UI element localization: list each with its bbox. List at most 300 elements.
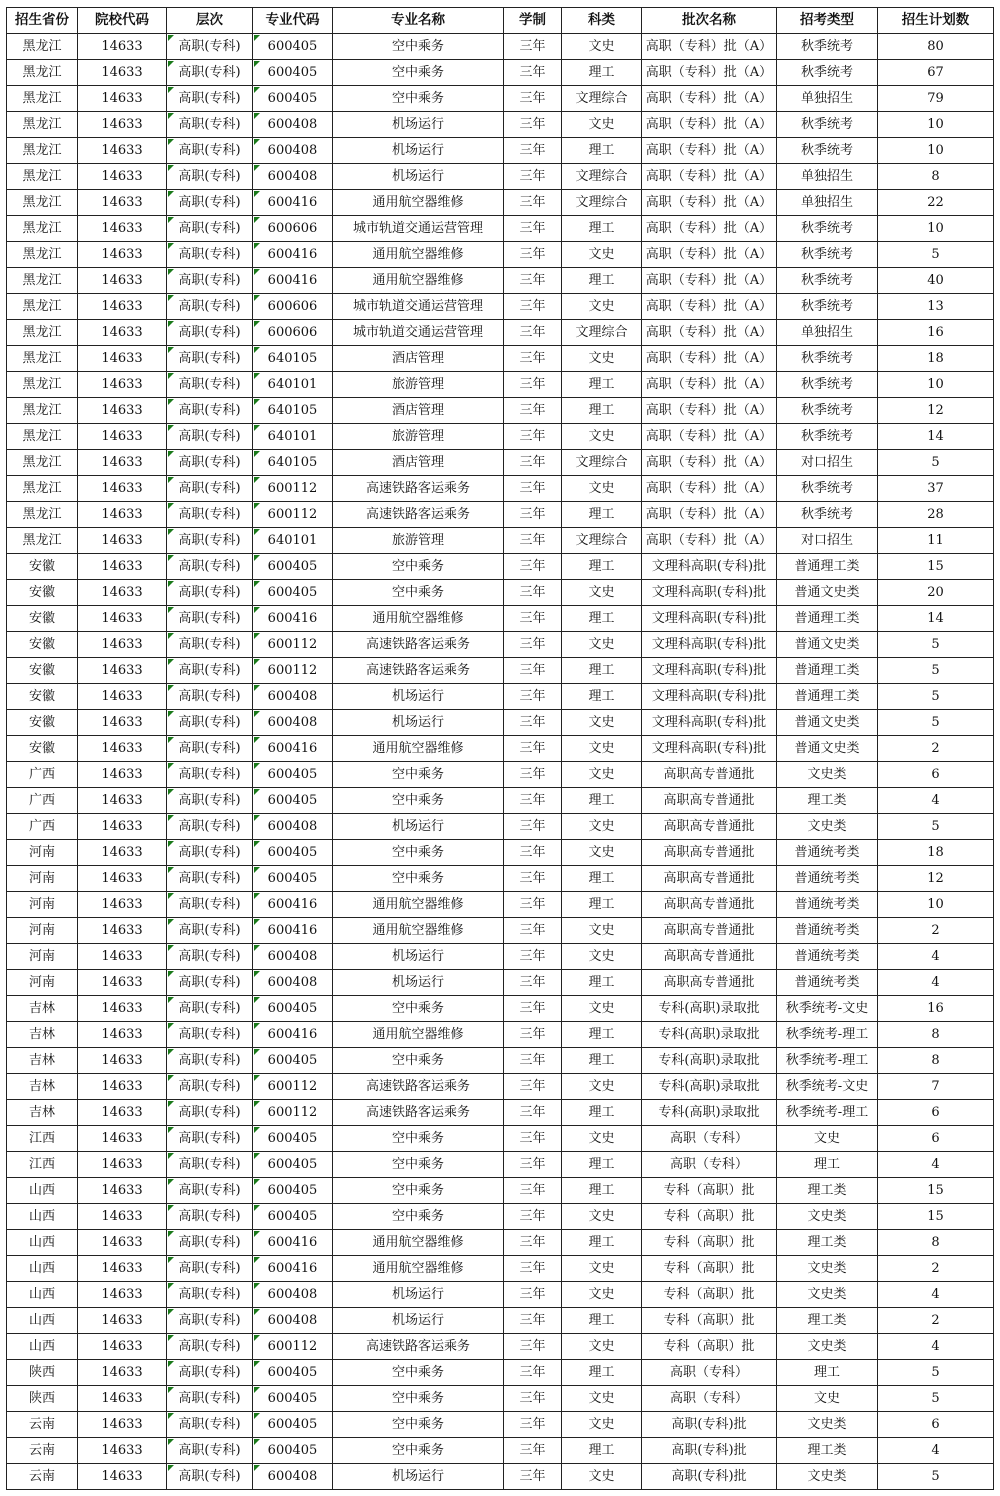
- cell-province: 黑龙江: [7, 268, 78, 294]
- cell-province: 黑龙江: [7, 216, 78, 242]
- cell-plan-count: 4: [878, 1334, 994, 1360]
- cell-major-code: 600405: [253, 1048, 333, 1074]
- cell-duration: 三年: [504, 476, 562, 502]
- cell-major-name: 空中乘务: [333, 840, 504, 866]
- cell-batch-name: 专科（高职）批: [642, 1334, 777, 1360]
- table-row: [7, 112, 994, 138]
- table-row: [7, 450, 994, 476]
- cell-major-code: 600405: [253, 86, 333, 112]
- cell-subject-type: 文史: [562, 762, 642, 788]
- cell-plan-count: 12: [878, 866, 994, 892]
- cell-major-code: 600405: [253, 60, 333, 86]
- cell-plan-count: 16: [878, 320, 994, 346]
- cell-major-name: 空中乘务: [333, 1360, 504, 1386]
- cell-province: 安徽: [7, 684, 78, 710]
- cell-major-code: 600405: [253, 580, 333, 606]
- cell-admission-type: 理工类: [777, 1438, 878, 1464]
- cell-subject-type: 文史: [562, 476, 642, 502]
- cell-plan-count: 5: [878, 1464, 994, 1490]
- table-row: [7, 892, 994, 918]
- cell-duration: 三年: [504, 554, 562, 580]
- cell-admission-type: 秋季统考-理工: [777, 1100, 878, 1126]
- cell-batch-name: 高职（专科）: [642, 1152, 777, 1178]
- cell-subject-type: 文史: [562, 1256, 642, 1282]
- column-header-duration: 学制: [504, 8, 562, 34]
- cell-duration: 三年: [504, 1178, 562, 1204]
- cell-level: 高职(专科): [167, 216, 253, 242]
- cell-subject-type: 理工: [562, 372, 642, 398]
- cell-admission-type: 秋季统考: [777, 398, 878, 424]
- table-row: [7, 1074, 994, 1100]
- cell-subject-type: 文理综合: [562, 320, 642, 346]
- cell-subject-type: 文史: [562, 996, 642, 1022]
- cell-subject-type: 文史: [562, 1386, 642, 1412]
- cell-batch-name: 高职（专科）批（A）: [642, 164, 777, 190]
- cell-admission-type: 普通文史类: [777, 632, 878, 658]
- cell-duration: 三年: [504, 112, 562, 138]
- cell-batch-name: 专科（高职）批: [642, 1204, 777, 1230]
- cell-major-name: 空中乘务: [333, 60, 504, 86]
- cell-admission-type: 普通统考类: [777, 944, 878, 970]
- cell-plan-count: 15: [878, 554, 994, 580]
- cell-admission-type: 秋季统考: [777, 268, 878, 294]
- cell-plan-count: 14: [878, 424, 994, 450]
- cell-major-name: 高速铁路客运乘务: [333, 632, 504, 658]
- cell-admission-type: 秋季统考: [777, 112, 878, 138]
- cell-subject-type: 文史: [562, 294, 642, 320]
- cell-duration: 三年: [504, 242, 562, 268]
- cell-batch-name: 高职高专普通批: [642, 866, 777, 892]
- cell-major-code: 600416: [253, 268, 333, 294]
- cell-subject-type: 文史: [562, 840, 642, 866]
- cell-plan-count: 80: [878, 34, 994, 60]
- cell-subject-type: 理工: [562, 216, 642, 242]
- cell-province: 黑龙江: [7, 346, 78, 372]
- cell-admission-type: 普通统考类: [777, 970, 878, 996]
- cell-major-name: 空中乘务: [333, 866, 504, 892]
- cell-level: 高职(专科): [167, 1074, 253, 1100]
- cell-major-code: 600405: [253, 1178, 333, 1204]
- cell-subject-type: 文史: [562, 1204, 642, 1230]
- table-row: [7, 1204, 994, 1230]
- cell-subject-type: 理工: [562, 1308, 642, 1334]
- table-body: [7, 34, 994, 1490]
- cell-school-code: 14633: [78, 112, 167, 138]
- cell-major-name: 高速铁路客运乘务: [333, 502, 504, 528]
- cell-major-code: 600405: [253, 866, 333, 892]
- cell-level: 高职(专科): [167, 762, 253, 788]
- table-row: [7, 502, 994, 528]
- cell-level: 高职(专科): [167, 60, 253, 86]
- cell-subject-type: 文史: [562, 242, 642, 268]
- cell-duration: 三年: [504, 684, 562, 710]
- cell-major-name: 空中乘务: [333, 1412, 504, 1438]
- cell-level: 高职(专科): [167, 476, 253, 502]
- cell-major-code: 600405: [253, 1412, 333, 1438]
- cell-plan-count: 6: [878, 1412, 994, 1438]
- cell-admission-type: 对口招生: [777, 528, 878, 554]
- cell-batch-name: 高职(专科)批: [642, 1412, 777, 1438]
- table-row: [7, 606, 994, 632]
- table-row: [7, 60, 994, 86]
- cell-subject-type: 文史: [562, 34, 642, 60]
- cell-level: 高职(专科): [167, 970, 253, 996]
- cell-major-code: 640101: [253, 528, 333, 554]
- cell-batch-name: 高职高专普通批: [642, 918, 777, 944]
- cell-level: 高职(专科): [167, 268, 253, 294]
- cell-level: 高职(专科): [167, 398, 253, 424]
- cell-province: 河南: [7, 970, 78, 996]
- cell-major-name: 高速铁路客运乘务: [333, 658, 504, 684]
- cell-major-name: 机场运行: [333, 1308, 504, 1334]
- cell-level: 高职(专科): [167, 294, 253, 320]
- cell-level: 高职(专科): [167, 502, 253, 528]
- cell-duration: 三年: [504, 1022, 562, 1048]
- cell-admission-type: 文史类: [777, 1464, 878, 1490]
- cell-major-name: 空中乘务: [333, 580, 504, 606]
- cell-batch-name: 高职（专科）批（A）: [642, 112, 777, 138]
- cell-subject-type: 文史: [562, 346, 642, 372]
- cell-plan-count: 5: [878, 1360, 994, 1386]
- cell-major-name: 空中乘务: [333, 1438, 504, 1464]
- table-row: [7, 1048, 994, 1074]
- cell-province: 山西: [7, 1334, 78, 1360]
- cell-admission-type: 秋季统考: [777, 138, 878, 164]
- cell-duration: 三年: [504, 1282, 562, 1308]
- cell-level: 高职(专科): [167, 684, 253, 710]
- cell-duration: 三年: [504, 1386, 562, 1412]
- cell-province: 黑龙江: [7, 190, 78, 216]
- cell-subject-type: 文史: [562, 814, 642, 840]
- cell-batch-name: 专科(高职)录取批: [642, 1022, 777, 1048]
- cell-level: 高职(专科): [167, 86, 253, 112]
- cell-duration: 三年: [504, 658, 562, 684]
- cell-major-name: 酒店管理: [333, 346, 504, 372]
- cell-subject-type: 理工: [562, 970, 642, 996]
- cell-subject-type: 文史: [562, 944, 642, 970]
- cell-major-code: 600416: [253, 1022, 333, 1048]
- cell-school-code: 14633: [78, 1126, 167, 1152]
- table-row: [7, 242, 994, 268]
- cell-duration: 三年: [504, 502, 562, 528]
- table-row: [7, 1438, 994, 1464]
- table-row: [7, 788, 994, 814]
- cell-school-code: 14633: [78, 1438, 167, 1464]
- cell-admission-type: 文史类: [777, 1256, 878, 1282]
- cell-batch-name: 专科(高职)录取批: [642, 1074, 777, 1100]
- table-row: [7, 1230, 994, 1256]
- cell-batch-name: 高职（专科）批（A）: [642, 138, 777, 164]
- cell-level: 高职(专科): [167, 580, 253, 606]
- cell-batch-name: 高职（专科）批（A）: [642, 320, 777, 346]
- cell-level: 高职(专科): [167, 1178, 253, 1204]
- cell-province: 黑龙江: [7, 398, 78, 424]
- cell-duration: 三年: [504, 528, 562, 554]
- cell-school-code: 14633: [78, 1282, 167, 1308]
- cell-major-name: 空中乘务: [333, 1204, 504, 1230]
- cell-duration: 三年: [504, 1100, 562, 1126]
- cell-level: 高职(专科): [167, 710, 253, 736]
- cell-batch-name: 高职(专科)批: [642, 1438, 777, 1464]
- cell-major-code: 600416: [253, 606, 333, 632]
- cell-province: 黑龙江: [7, 164, 78, 190]
- cell-plan-count: 2: [878, 1308, 994, 1334]
- cell-admission-type: 普通统考类: [777, 892, 878, 918]
- cell-province: 黑龙江: [7, 372, 78, 398]
- cell-admission-type: 普通理工类: [777, 554, 878, 580]
- cell-duration: 三年: [504, 1230, 562, 1256]
- cell-province: 安徽: [7, 632, 78, 658]
- column-header-subject-type: 科类: [562, 8, 642, 34]
- cell-plan-count: 4: [878, 1152, 994, 1178]
- cell-school-code: 14633: [78, 762, 167, 788]
- cell-duration: 三年: [504, 60, 562, 86]
- cell-province: 黑龙江: [7, 138, 78, 164]
- cell-plan-count: 5: [878, 710, 994, 736]
- cell-school-code: 14633: [78, 86, 167, 112]
- cell-level: 高职(专科): [167, 788, 253, 814]
- cell-school-code: 14633: [78, 164, 167, 190]
- cell-subject-type: 文史: [562, 112, 642, 138]
- table-row: [7, 1334, 994, 1360]
- cell-province: 云南: [7, 1412, 78, 1438]
- cell-major-code: 600606: [253, 294, 333, 320]
- cell-admission-type: 理工类: [777, 1178, 878, 1204]
- cell-major-name: 城市轨道交通运营管理: [333, 216, 504, 242]
- cell-duration: 三年: [504, 1152, 562, 1178]
- cell-major-name: 机场运行: [333, 944, 504, 970]
- cell-admission-type: 秋季统考: [777, 502, 878, 528]
- cell-admission-type: 秋季统考: [777, 424, 878, 450]
- cell-duration: 三年: [504, 866, 562, 892]
- cell-major-name: 高速铁路客运乘务: [333, 1334, 504, 1360]
- table-row: [7, 34, 994, 60]
- table-row: [7, 1412, 994, 1438]
- cell-admission-type: 秋季统考-文史: [777, 996, 878, 1022]
- cell-major-code: 600405: [253, 1360, 333, 1386]
- cell-plan-count: 10: [878, 372, 994, 398]
- cell-major-name: 高速铁路客运乘务: [333, 476, 504, 502]
- cell-school-code: 14633: [78, 424, 167, 450]
- cell-major-code: 600408: [253, 814, 333, 840]
- cell-admission-type: 秋季统考: [777, 372, 878, 398]
- cell-batch-name: 高职高专普通批: [642, 892, 777, 918]
- cell-school-code: 14633: [78, 580, 167, 606]
- cell-province: 安徽: [7, 554, 78, 580]
- cell-school-code: 14633: [78, 1360, 167, 1386]
- cell-plan-count: 37: [878, 476, 994, 502]
- table-row: [7, 658, 994, 684]
- cell-level: 高职(专科): [167, 554, 253, 580]
- cell-admission-type: 文史类: [777, 762, 878, 788]
- cell-duration: 三年: [504, 424, 562, 450]
- cell-batch-name: 文理科高职(专科)批: [642, 580, 777, 606]
- cell-level: 高职(专科): [167, 346, 253, 372]
- cell-plan-count: 15: [878, 1178, 994, 1204]
- table-row: [7, 320, 994, 346]
- cell-plan-count: 5: [878, 632, 994, 658]
- cell-plan-count: 10: [878, 892, 994, 918]
- cell-duration: 三年: [504, 268, 562, 294]
- cell-admission-type: 秋季统考: [777, 346, 878, 372]
- cell-province: 河南: [7, 840, 78, 866]
- cell-level: 高职(专科): [167, 1360, 253, 1386]
- cell-duration: 三年: [504, 346, 562, 372]
- cell-admission-type: 文史类: [777, 814, 878, 840]
- cell-major-name: 通用航空器维修: [333, 1230, 504, 1256]
- cell-subject-type: 文史: [562, 424, 642, 450]
- cell-batch-name: 专科（高职）批: [642, 1282, 777, 1308]
- cell-major-name: 高速铁路客运乘务: [333, 1100, 504, 1126]
- cell-plan-count: 18: [878, 346, 994, 372]
- cell-subject-type: 理工: [562, 138, 642, 164]
- cell-province: 安徽: [7, 736, 78, 762]
- table-row: [7, 736, 994, 762]
- cell-school-code: 14633: [78, 528, 167, 554]
- cell-level: 高职(专科): [167, 164, 253, 190]
- cell-plan-count: 5: [878, 242, 994, 268]
- cell-province: 安徽: [7, 658, 78, 684]
- cell-duration: 三年: [504, 164, 562, 190]
- cell-duration: 三年: [504, 606, 562, 632]
- cell-major-code: 600405: [253, 788, 333, 814]
- cell-school-code: 14633: [78, 294, 167, 320]
- cell-school-code: 14633: [78, 34, 167, 60]
- cell-school-code: 14633: [78, 216, 167, 242]
- cell-major-name: 空中乘务: [333, 762, 504, 788]
- cell-batch-name: 文理科高职(专科)批: [642, 554, 777, 580]
- cell-level: 高职(专科): [167, 892, 253, 918]
- table-row: [7, 944, 994, 970]
- cell-province: 江西: [7, 1152, 78, 1178]
- cell-duration: 三年: [504, 1334, 562, 1360]
- cell-province: 黑龙江: [7, 60, 78, 86]
- cell-duration: 三年: [504, 1048, 562, 1074]
- cell-major-code: 600405: [253, 1126, 333, 1152]
- cell-subject-type: 文理综合: [562, 450, 642, 476]
- cell-subject-type: 文理综合: [562, 164, 642, 190]
- cell-duration: 三年: [504, 34, 562, 60]
- cell-major-name: 高速铁路客运乘务: [333, 1074, 504, 1100]
- cell-admission-type: 秋季统考-理工: [777, 1048, 878, 1074]
- cell-major-code: 600112: [253, 1334, 333, 1360]
- table-row: [7, 1126, 994, 1152]
- cell-batch-name: 高职（专科）: [642, 1386, 777, 1412]
- cell-plan-count: 79: [878, 86, 994, 112]
- cell-duration: 三年: [504, 840, 562, 866]
- header-row: [7, 8, 994, 34]
- cell-subject-type: 文史: [562, 1412, 642, 1438]
- cell-plan-count: 5: [878, 658, 994, 684]
- cell-duration: 三年: [504, 372, 562, 398]
- cell-major-name: 通用航空器维修: [333, 242, 504, 268]
- table-row: [7, 970, 994, 996]
- cell-subject-type: 文理综合: [562, 86, 642, 112]
- cell-plan-count: 10: [878, 138, 994, 164]
- cell-batch-name: 高职（专科）批（A）: [642, 450, 777, 476]
- cell-plan-count: 5: [878, 1386, 994, 1412]
- table-row: [7, 1386, 994, 1412]
- cell-subject-type: 文史: [562, 1334, 642, 1360]
- cell-major-name: 城市轨道交通运营管理: [333, 320, 504, 346]
- cell-duration: 三年: [504, 710, 562, 736]
- cell-duration: 三年: [504, 944, 562, 970]
- cell-subject-type: 理工: [562, 1178, 642, 1204]
- cell-admission-type: 理工: [777, 1152, 878, 1178]
- cell-major-name: 酒店管理: [333, 398, 504, 424]
- cell-level: 高职(专科): [167, 1412, 253, 1438]
- cell-province: 安徽: [7, 606, 78, 632]
- cell-duration: 三年: [504, 814, 562, 840]
- cell-major-code: 600405: [253, 840, 333, 866]
- cell-major-code: 600416: [253, 1256, 333, 1282]
- cell-major-name: 通用航空器维修: [333, 606, 504, 632]
- cell-admission-type: 普通理工类: [777, 606, 878, 632]
- cell-duration: 三年: [504, 918, 562, 944]
- cell-batch-name: 高职（专科）批（A）: [642, 528, 777, 554]
- cell-major-code: 600405: [253, 554, 333, 580]
- cell-province: 吉林: [7, 1074, 78, 1100]
- cell-plan-count: 8: [878, 164, 994, 190]
- cell-plan-count: 2: [878, 736, 994, 762]
- cell-plan-count: 6: [878, 1126, 994, 1152]
- cell-level: 高职(专科): [167, 1022, 253, 1048]
- cell-subject-type: 理工: [562, 268, 642, 294]
- cell-duration: 三年: [504, 138, 562, 164]
- cell-admission-type: 普通统考类: [777, 840, 878, 866]
- table-row: [7, 398, 994, 424]
- cell-level: 高职(专科): [167, 528, 253, 554]
- cell-level: 高职(专科): [167, 944, 253, 970]
- table-row: [7, 996, 994, 1022]
- cell-province: 广西: [7, 762, 78, 788]
- cell-major-name: 空中乘务: [333, 1048, 504, 1074]
- cell-school-code: 14633: [78, 60, 167, 86]
- table-row: [7, 840, 994, 866]
- cell-school-code: 14633: [78, 320, 167, 346]
- cell-admission-type: 普通文史类: [777, 736, 878, 762]
- cell-plan-count: 14: [878, 606, 994, 632]
- cell-school-code: 14633: [78, 1464, 167, 1490]
- table-row: [7, 1100, 994, 1126]
- cell-major-name: 城市轨道交通运营管理: [333, 294, 504, 320]
- cell-admission-type: 普通文史类: [777, 710, 878, 736]
- cell-batch-name: 专科（高职）批: [642, 1308, 777, 1334]
- cell-school-code: 14633: [78, 892, 167, 918]
- cell-level: 高职(专科): [167, 1386, 253, 1412]
- cell-major-name: 通用航空器维修: [333, 736, 504, 762]
- cell-batch-name: 高职（专科）批（A）: [642, 242, 777, 268]
- cell-duration: 三年: [504, 320, 562, 346]
- cell-subject-type: 理工: [562, 866, 642, 892]
- cell-batch-name: 高职（专科）批（A）: [642, 60, 777, 86]
- table-row: [7, 216, 994, 242]
- cell-duration: 三年: [504, 1074, 562, 1100]
- cell-subject-type: 理工: [562, 60, 642, 86]
- cell-batch-name: 高职高专普通批: [642, 944, 777, 970]
- cell-level: 高职(专科): [167, 736, 253, 762]
- cell-school-code: 14633: [78, 268, 167, 294]
- cell-subject-type: 理工: [562, 606, 642, 632]
- cell-school-code: 14633: [78, 1152, 167, 1178]
- cell-batch-name: 高职（专科）批（A）: [642, 216, 777, 242]
- cell-major-code: 600405: [253, 996, 333, 1022]
- cell-level: 高职(专科): [167, 606, 253, 632]
- table-row: [7, 580, 994, 606]
- cell-major-code: 600606: [253, 216, 333, 242]
- cell-subject-type: 理工: [562, 684, 642, 710]
- cell-subject-type: 文史: [562, 736, 642, 762]
